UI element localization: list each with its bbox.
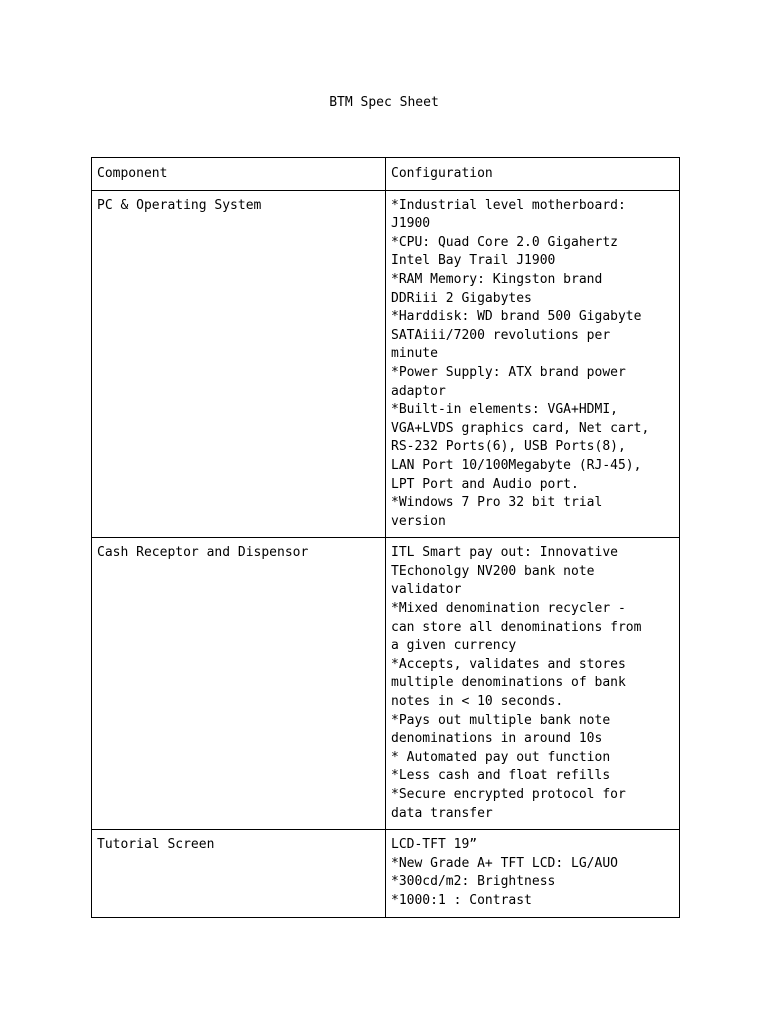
configuration-cell — [386, 830, 680, 917]
component-cell: Cash Receptor and Dispensor — [92, 538, 386, 830]
configuration-cell — [386, 538, 680, 830]
config-line: notes in < 10 seconds. — [391, 694, 564, 710]
config-line: minute — [391, 346, 438, 362]
page-title: BTM Spec Sheet — [329, 95, 439, 110]
config-line: *Windows 7 Pro 32 bit trial — [391, 495, 603, 511]
config-line: * Automated pay out function — [391, 749, 611, 765]
config-line: *Less cash and float refills — [391, 768, 611, 784]
config-line: Intel Bay Trail J1900 — [391, 253, 556, 269]
config-line: *Power Supply: ATX brand power — [391, 364, 626, 380]
table-row — [92, 830, 680, 917]
config-line: a given currency — [391, 638, 517, 654]
config-line: DDRiii 2 Gigabytes — [391, 290, 532, 306]
config-line: *CPU: Quad Core 2.0 Gigahertz — [391, 234, 618, 250]
config-line: denominations in around 10s — [391, 731, 603, 747]
header-component: Component — [92, 158, 386, 191]
config-line: *Harddisk: WD brand 500 Gigabyte — [391, 309, 642, 325]
config-line: J1900 — [391, 216, 431, 232]
config-line: SATAiii/7200 revolutions per — [391, 327, 611, 343]
header-configuration: Configuration — [386, 158, 680, 191]
config-line: version — [391, 513, 446, 529]
config-line: *300cd/m2: Brightness — [391, 874, 556, 890]
config-line: can store all denominations from — [391, 619, 642, 635]
config-line: VGA+LVDS graphics card, Net cart, — [391, 420, 650, 436]
spec-table — [91, 157, 680, 918]
config-line: *1000:1 : Contrast — [391, 892, 532, 908]
config-line: ITL Smart pay out: Innovative — [391, 545, 618, 561]
table-row — [92, 190, 680, 538]
config-line: *RAM Memory: Kingston brand — [391, 271, 603, 287]
config-line: LAN Port 10/100Megabyte (RJ-45), — [391, 457, 642, 473]
component-cell: PC & Operating System — [92, 190, 386, 538]
config-line: *Accepts, validates and stores — [391, 656, 626, 672]
config-line: validator — [391, 582, 462, 598]
config-line: *Built-in elements: VGA+HDMI, — [391, 402, 618, 418]
config-line: RS-232 Ports(6), USB Ports(8), — [391, 439, 626, 455]
config-line: TEchonolgy NV200 bank note — [391, 563, 595, 579]
table-row — [92, 538, 680, 830]
table-header-row — [92, 158, 680, 191]
config-line: data transfer — [391, 805, 493, 821]
component-cell: Tutorial Screen — [92, 830, 386, 917]
config-line: *Mixed denomination recycler - — [391, 601, 626, 617]
config-line: multiple denominations of bank — [391, 675, 626, 691]
configuration-cell — [386, 190, 680, 538]
config-line: *Secure encrypted protocol for — [391, 787, 626, 802]
config-line: LCD-TFT 19” — [391, 837, 478, 853]
config-line: adaptor — [391, 383, 446, 399]
config-line: LPT Port and Audio port. — [391, 476, 579, 492]
config-line: *New Grade A+ TFT LCD: LG/AUO — [391, 855, 618, 871]
config-line: *Pays out multiple bank note — [391, 712, 611, 728]
config-line: *Industrial level motherboard: — [391, 197, 626, 213]
